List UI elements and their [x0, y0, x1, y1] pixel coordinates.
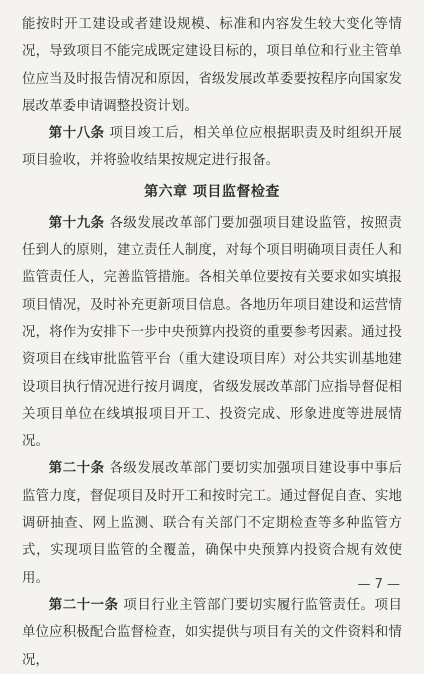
article-18: [22, 120, 402, 175]
page-number: — 7 —: [357, 577, 400, 592]
article-18-text: 项目竣工后，相关单位应根据职责及时组织开展项目验收，并将验收结果按规定进行报备。: [22, 126, 402, 169]
article-19-number: 第十九条: [48, 214, 105, 231]
article-21-number: 第二十一条: [48, 596, 119, 613]
article-20-text: 各级发展改革部门要切实加强项目建设事中事后监管力度，督促项目及时开工和按时完工。通过督促自查、实地调研抽查、网上监测、联合有关部门不定期检查等多种监管方式，实现项目监管的全覆盖，确保中央预算内投资合规有效使用。: [22, 461, 402, 586]
article-19-text: 各级发展改革部门要加强项目建设监管，按照责任到人的原则，建立责任人制度，对每个项目明确项目责任人和监管责任人，完善监管措施。各相关单位要按有关要求如实填报项目情况，及时补充更新项目信息。各地历年项目建设和运营情况，将作为安排下一步中央预算内投资的重要参考因素。通过投资项目在线审批监管平台（重大建设项目库）对公共实训基地建设项目执行情况进行按月调度，省级发展改革部门应指导督促相关项目单位在线填报项目开工、投资完成、形象进度等进展情况。: [22, 215, 402, 450]
article-21-text: 项目行业主管部门要切实履行监管责任。项目单位应积极配合监督检查，如实提供与项目有关的文件资料和情况，: [22, 597, 403, 668]
article-18-number: 第十八条: [48, 125, 105, 142]
article-20: [22, 455, 402, 591]
chapter-title: 第六章 项目监督检查: [144, 183, 280, 200]
article-20-number: 第二十条: [48, 460, 105, 477]
article-19: [22, 210, 402, 456]
paragraph-continuation: 能按时开工建设或者建设规模、标准和内容发生较大变化等情况，导致项目不能完成既定建设目标的，项目单位和行业主管单位应当及时报告情况和原因，省级发展改革委要按程序向国家发展改革委申请调整投资计划。: [22, 17, 402, 114]
article-21: [22, 592, 402, 674]
